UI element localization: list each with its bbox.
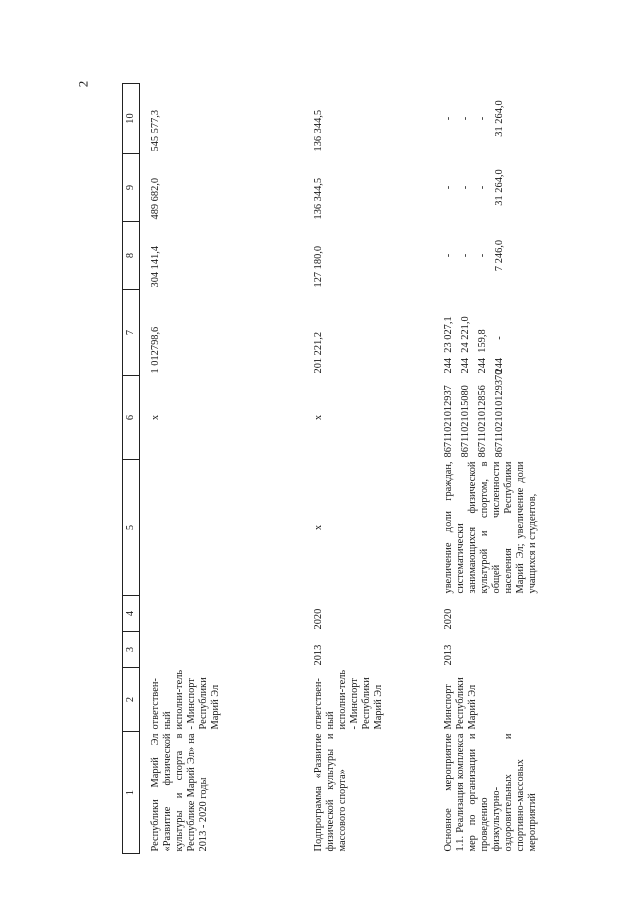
table-row-subprogram <box>310 84 440 854</box>
activity-value-10 <box>440 84 546 154</box>
activity-line-3-value-9: - <box>476 185 488 190</box>
code-rz: 1102 <box>442 421 454 442</box>
activity-name: Основное мероприятие 1.1. Реализация комплекса мер по организации и проведению физкультурно-оздоровительных и спортивно-массовых мероприятий <box>442 733 538 852</box>
program-name: Республики Марий Эл «Развитие физической культуры и спорта в Республике Марий Эл» на 2013 - 2020 годы <box>150 733 210 852</box>
code-gr: 867 <box>459 441 471 458</box>
activity-value-9 <box>440 154 546 222</box>
code-rz: 1102 <box>459 421 471 442</box>
program-value-10: 545 577,3 <box>150 109 161 152</box>
budget-table <box>122 83 545 854</box>
activity-line-1-value-7: 244 23 027,1 <box>442 316 454 374</box>
header-cell-8: 8 <box>123 222 140 290</box>
program-result <box>140 460 310 596</box>
activity-line-4-value-10: 31 264,0 <box>493 100 505 137</box>
activity-result: увеличение доли граждан, систематически занимающихся физической культурой и спортом, в общей численности населения Республики Марий Эл; увеличение доли учащихся и студентов, <box>442 461 538 594</box>
program-value-9: 489 682,0 <box>150 177 161 220</box>
activity-end-year: 2020 <box>442 608 454 630</box>
program-executor: ответствен-ный исполни-тель - Минспорт Республики Марий Эл <box>150 669 222 730</box>
code-gr: 867 <box>476 441 488 458</box>
program-value-8: 304 141,4 <box>150 245 161 288</box>
program-value-7: 1 012798,6 <box>150 326 161 374</box>
activity-line-3-value-10: - <box>476 116 488 121</box>
activity-line-2-value-8: - <box>459 253 471 258</box>
code-line <box>460 370 477 458</box>
header-cell-1: 1 <box>123 732 140 854</box>
table-row-activity <box>440 84 546 854</box>
activity-executor: Минспорт Республики Марий Эл <box>442 677 478 730</box>
subprogram-end-year: 2020 <box>312 608 324 630</box>
subprogram-value-10: 136 344,5 <box>312 109 324 152</box>
code-cs: 1012937 <box>442 385 454 422</box>
rotated-page <box>122 84 640 854</box>
activity-line-4-value-7: 244 - <box>493 336 505 374</box>
subprogram-name: Подпрограмма «Развитие физической культуры и массового спорта» <box>312 733 348 852</box>
subprogram-executor: ответствен-ный исполни-тель - Минспорт Республики Марий Эл <box>312 669 384 730</box>
code-rz: 1102 <box>476 421 488 442</box>
activity-line-3-value-8: - <box>476 253 488 258</box>
code-cs: 1012856 <box>476 385 488 422</box>
code-line <box>494 370 506 458</box>
subprogram-code: х <box>312 414 324 421</box>
activity-line-2-value-10: - <box>459 116 471 121</box>
header-cell-3: 3 <box>123 632 140 668</box>
budget-codes <box>443 370 506 458</box>
code-gr: 867 <box>442 441 454 458</box>
header-cell-5: 5 <box>123 460 140 596</box>
activity-value-8 <box>440 222 546 290</box>
header-cell-9: 9 <box>123 154 140 222</box>
code-cs: 1015080 <box>459 385 471 422</box>
header-cell-10: 10 <box>123 84 140 154</box>
header-cell-6: 6 <box>123 376 140 460</box>
subprogram-start-year: 2013 <box>312 644 324 666</box>
code-cs: 1010129370 <box>493 369 505 422</box>
subprogram-value-7: 201 221,2 <box>312 331 324 374</box>
subprogram-value-8: 127 180,0 <box>312 245 324 288</box>
activity-line-1-value-10: - <box>442 116 454 121</box>
activity-line-1-value-9: - <box>442 185 454 190</box>
subprogram-result: х <box>312 524 324 531</box>
code-line <box>443 370 460 458</box>
activity-line-4-value-8: 7 246,0 <box>493 239 505 272</box>
code-rz: 1102 <box>493 421 505 442</box>
code-gr: 867 <box>493 441 505 458</box>
activity-line-3-value-7: 244 159,8 <box>476 329 488 374</box>
subprogram-value-9: 136 344,5 <box>312 177 324 220</box>
page-number: 2 <box>75 80 91 88</box>
activity-line-2-value-9: - <box>459 185 471 190</box>
table-row-program <box>140 84 310 854</box>
activity-codes <box>440 369 546 460</box>
code-line <box>477 370 494 458</box>
program-end-year <box>140 596 310 632</box>
activity-line-1-value-8: - <box>442 253 454 258</box>
activity-line-2-value-7: 244 24 221,0 <box>459 316 471 374</box>
activity-start-year: 2013 <box>442 644 454 666</box>
program-start-year <box>140 632 310 668</box>
program-code: х <box>150 414 161 421</box>
header-cell-7: 7 <box>123 290 140 376</box>
activity-line-4-value-9: 31 264,0 <box>493 169 505 206</box>
header-row <box>123 84 140 854</box>
header-cell-2: 2 <box>123 668 140 732</box>
activity-value-7 <box>440 290 546 376</box>
header-cell-4: 4 <box>123 596 140 632</box>
